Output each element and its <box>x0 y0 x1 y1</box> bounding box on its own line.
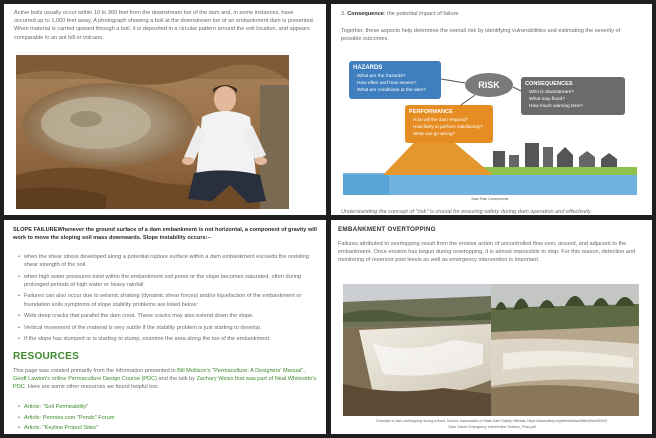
bullet-icon: • <box>18 414 20 421</box>
hazards-item: What are the hazards? <box>357 74 406 79</box>
overtopping-photo <box>343 284 639 416</box>
list-item <box>18 414 308 422</box>
resource-link[interactable]: Article: Permies.com "Ponds" Forum <box>24 414 115 421</box>
boil-photo <box>16 55 289 209</box>
list-item <box>18 324 316 332</box>
dam-risk-diagram <box>343 55 637 202</box>
bullet-icon: • <box>18 273 20 280</box>
bullet-icon: • <box>18 336 20 343</box>
resources-credit-text <box>13 367 317 392</box>
consequences-item: Who is downstream? <box>529 90 574 95</box>
panel-overtopping <box>331 220 652 434</box>
credit-text: This page was created primarily from the information presented in <box>13 368 178 374</box>
consequences-title: CONSEQUENCES <box>525 81 573 87</box>
bullet-text: Vertical movement of the material is very subtle if the stability problem is just starting to develop. <box>24 324 262 331</box>
bullet-icon: • <box>18 425 20 432</box>
performance-title: PERFORMANCE <box>409 109 453 115</box>
item-label: Consequence <box>347 11 384 17</box>
performance-item: What can go wrong? <box>413 131 456 136</box>
bullet-icon: • <box>18 313 20 320</box>
item-number: 3. <box>341 11 346 17</box>
overtopping-para: Failures attributed to overtopping result from the erosive action of uncontrolled flow over, around, and adjacent to the embankment. Once erosion has begun during overtopping, it is almost impossible to stop. For this reason, detection and monitoring of reservoir pool levels as well as emergency intervention is important. <box>338 241 636 264</box>
consequences-item: What may flood? <box>529 97 565 102</box>
hazards-item: How often and how severe? <box>357 81 417 86</box>
bullet-text: Failures can also occur due to seismic shaking (dynamic shear forces) and/or liquefaction of the embankment or foundation soils symptoms of slope stability problems are listed below: <box>24 293 302 308</box>
hazards-item: What are conditions at the dam? <box>357 88 427 93</box>
list-item <box>18 424 308 432</box>
caption-line: Example of dam overtopping during a flood. Source: Association of State Dam Safety Officials, https://damsafety.org/sites/default/files/files/MOHC <box>376 419 608 423</box>
risk-para: Together, these aspects help determine the overall risk by identifying vulnerabilities and estimating the severity of possible outcomes. <box>341 28 621 43</box>
resources-heading: RESOURCES <box>13 351 80 362</box>
boils-intro-text: Active boils usually occur within 10 to 300 feet from the downstream toe of the dam and, in some instances, have occurred up to 1,000 feet away. A photograph showing a boil at the downstream toe of an embankment dam is presented. When material is carried upward through a boil, it is deposited in a circular pattern around the exit location, and appears comparable to an ant hill or volcano. <box>14 10 315 41</box>
slope-failure-lead: SLOPE FAILUREWhenever the ground surface of a dam embankment is not horizontal, a component of gravity will work to move the sloping soil mass downwards. Slope instability occurs:– <box>13 227 317 242</box>
list-item <box>18 273 316 289</box>
performance-item: How will the dam respond? <box>413 117 469 122</box>
credit-text: . Here are some other resources we found helpful too: <box>24 384 159 391</box>
lawton-pdc-link[interactable]: Geoff Lawton's online Permaculture Design Course (PDC) <box>13 376 157 383</box>
photo-caption <box>339 418 645 430</box>
bullet-icon: • <box>18 404 20 410</box>
bullet-text: If the slope has slumped or is starting to slump, examine the area along the toe of the embankment. <box>24 336 271 343</box>
bullet-icon: • <box>18 254 20 260</box>
diagram-caption: Dam Risk Components <box>471 197 509 201</box>
credit-text: and the talk by <box>156 376 197 383</box>
bullet-text: when high water pressures exist within the embankment soil pores or the slope becomes saturated, often during prolonged periods of high water or heavy rainfall. <box>24 273 302 288</box>
resource-links <box>18 403 308 434</box>
credit-text: , <box>303 368 305 374</box>
performance-item: How likely to perform satisfactory? <box>413 124 483 129</box>
consequence-item <box>341 10 641 18</box>
hazards-title: HAZARDS <box>353 65 383 71</box>
risk-understanding-text: Understanding the concept of "risk" is crucial for ensuring safety during dam operation and effectively <box>341 209 591 215</box>
panel-slope-failure <box>4 220 326 434</box>
list-item <box>18 292 316 308</box>
caption-line: Dam Owner Emergency Intervention Toolbox_Final.pdf <box>448 425 536 429</box>
panel-risk <box>331 4 652 215</box>
list-item <box>18 253 316 269</box>
slope-bullets <box>18 253 316 347</box>
list-item <box>18 312 316 320</box>
overtopping-heading: EMBANKMENT OVERTOPPING <box>338 226 436 233</box>
list-item <box>18 335 316 343</box>
resource-link[interactable]: Article: "Keyline Project Sites" <box>24 425 98 432</box>
weiss-talk-link[interactable]: Zachary Weiss that was part of Neal Whiteside's PDC <box>13 376 317 391</box>
item-text: : the potential impact of failure <box>383 11 459 17</box>
bullet-icon: • <box>18 293 20 300</box>
panel-boils <box>4 4 326 215</box>
risk-label: RISK <box>478 80 500 90</box>
consequences-item: How much warning time? <box>529 104 583 109</box>
list-item <box>18 403 308 411</box>
bullet-text: when the shear stress developed along a potential rupture surface within a dam embankment exceeds the resisting shear strength of the soil. <box>24 254 309 269</box>
mollison-link[interactable]: Bill Mollison's "Permaculture: A Designers' Manual" <box>177 368 304 374</box>
bullet-text: Wide deep cracks that parallel the dam crest. These cracks may also extend down the slope. <box>24 313 254 320</box>
bullet-icon: • <box>18 324 20 331</box>
resource-link[interactable]: Article: "Soil Permeability" <box>24 404 89 410</box>
